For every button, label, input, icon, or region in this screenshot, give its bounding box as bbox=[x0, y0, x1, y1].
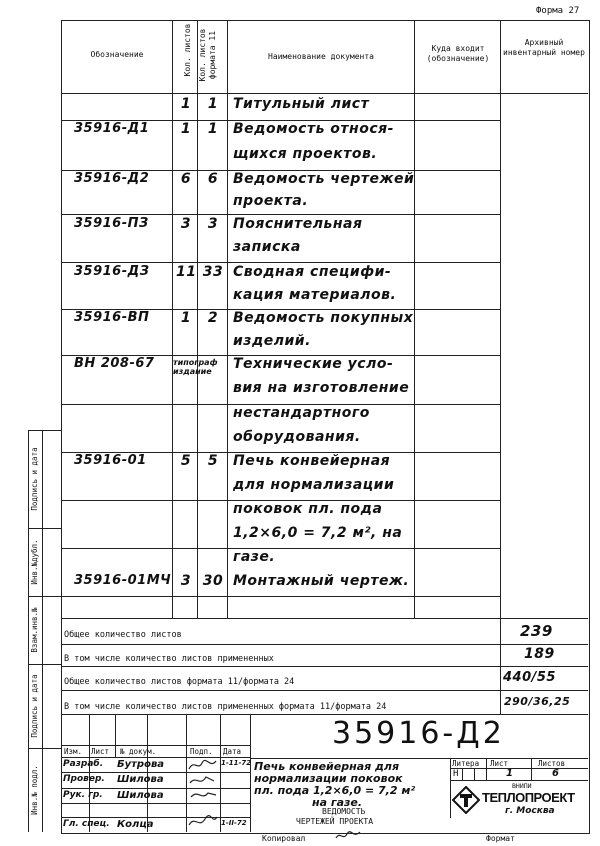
org-name: ТЕПЛОПРОЕКТ bbox=[482, 790, 575, 805]
total-label-0: Общее количество листов bbox=[64, 630, 182, 640]
row-name: щихся проектов. bbox=[233, 146, 378, 162]
row-format: 6 bbox=[207, 171, 219, 187]
row-code: ВН 208-67 bbox=[74, 356, 155, 371]
col-header-change: Изм. bbox=[64, 747, 83, 756]
row-name: для нормализации bbox=[233, 477, 395, 493]
row-format: 33 bbox=[202, 264, 224, 280]
header-format-count: Кол. листов формата 11 bbox=[198, 28, 217, 82]
sheets-value: 6 bbox=[552, 768, 559, 779]
side-label-1: Инв.№дубл. bbox=[30, 539, 39, 585]
person-role: Разраб. bbox=[63, 759, 104, 769]
title-line-0: Печь конвейерная для bbox=[254, 760, 400, 773]
person-name: Шилова bbox=[117, 774, 164, 785]
row-sheets: 11 bbox=[176, 264, 197, 280]
person-role: Провер. bbox=[63, 774, 105, 784]
row-name: Ведомость относя- bbox=[233, 121, 394, 137]
row-name: проекта. bbox=[233, 193, 309, 209]
row-sheets: 3 bbox=[180, 216, 192, 232]
row-code: 35916-ДЗ bbox=[74, 264, 150, 279]
row-name: записка bbox=[233, 239, 301, 255]
row-format: 5 bbox=[207, 453, 219, 469]
org-logo-icon bbox=[452, 786, 480, 814]
row-name: Печь конвейерная bbox=[233, 453, 391, 469]
col-header-signature: Подп. bbox=[190, 747, 213, 756]
title-line-1: нормализации поковок bbox=[254, 772, 403, 785]
row-name: 1,2×6,0 = 7,2 м², на bbox=[233, 525, 403, 541]
subtitle-line-1: ЧЕРТЕЖЕЙ ПРОЕКТА bbox=[296, 817, 374, 826]
org-city: г. Москва bbox=[505, 806, 555, 816]
person-date: 1-11-72 bbox=[221, 759, 252, 767]
person-role: Рук. гр. bbox=[63, 790, 103, 800]
person-date: 1-II-72 bbox=[221, 819, 247, 827]
form-label: Форма 27 bbox=[536, 6, 580, 16]
row-name: оборудования. bbox=[233, 429, 361, 445]
row-name: поковок пл. пода bbox=[233, 501, 383, 517]
sheets-label: Листов bbox=[538, 759, 566, 768]
litera-value: Н bbox=[453, 769, 459, 779]
row-name: изделий. bbox=[233, 333, 311, 349]
row-name: Монтажный чертеж. bbox=[233, 573, 410, 589]
copyist-signature bbox=[334, 829, 362, 843]
row-sheets: 5 bbox=[180, 453, 192, 469]
side-label-3: Подпись и дата bbox=[30, 674, 39, 738]
row-name: Технические усло- bbox=[233, 356, 394, 372]
row-code: 35916-Д2 bbox=[74, 171, 150, 186]
row-code: 35916-Д1 bbox=[74, 121, 150, 136]
row-name: вия на изготовление bbox=[233, 380, 410, 396]
row-name: Сводная специфи- bbox=[233, 264, 392, 280]
row-name: кация материалов. bbox=[233, 287, 397, 303]
row-sheets: 3 bbox=[180, 573, 192, 589]
row-name: газе. bbox=[233, 549, 276, 565]
side-label-0: Подпись и дата bbox=[30, 447, 39, 511]
row-sheets: 1 bbox=[180, 310, 192, 326]
row-format: 1 bbox=[207, 121, 219, 137]
row-name: Пояснительная bbox=[233, 216, 363, 232]
col-header-doc-no: № докум. bbox=[120, 747, 157, 756]
row-sheets: 1 bbox=[180, 121, 192, 137]
row-name: Титульный лист bbox=[233, 96, 370, 112]
signature-scribbles bbox=[186, 757, 220, 832]
total-value-0: 239 bbox=[520, 622, 553, 640]
col-header-date: Дата bbox=[223, 747, 242, 756]
total-label-3: В том числе количество листов примененных формата 11/формата 24 bbox=[64, 702, 387, 712]
side-label-2: Взам.инв.№ bbox=[30, 607, 39, 653]
total-value-1: 189 bbox=[524, 646, 555, 662]
row-format: 2 bbox=[207, 310, 219, 326]
row-name: Ведомость чертежей bbox=[233, 171, 415, 187]
subtitle-line-0: ВЕДОМОСТЬ bbox=[322, 807, 366, 816]
row-format: 30 bbox=[202, 573, 224, 589]
header-sheet-count: Кол. листов bbox=[183, 23, 192, 77]
row-format: 3 bbox=[207, 216, 219, 232]
col-header-sheet: Лист bbox=[91, 747, 110, 756]
header-where-included: Куда входит (обозначение) bbox=[426, 44, 490, 63]
title-line-2: пл. пода 1,2×6,0 = 7,2 м² bbox=[254, 784, 416, 797]
row-format: 1 bbox=[207, 96, 219, 112]
row-code: 35916-ПЗ bbox=[74, 216, 149, 231]
row-code: 35916-01МЧ bbox=[74, 573, 172, 588]
sheet-label: Лист bbox=[490, 759, 509, 768]
row-sheets: 1 bbox=[180, 96, 192, 112]
title-line-3: на газе. bbox=[312, 796, 363, 809]
row-name: нестандартного bbox=[233, 405, 370, 421]
sheet-value: 1 bbox=[506, 768, 513, 779]
format-label: Формат bbox=[486, 834, 515, 843]
person-name: Шилова bbox=[117, 790, 164, 801]
total-value-3: 290/36,25 bbox=[504, 695, 571, 708]
header-designation: Обозначение bbox=[90, 50, 144, 59]
total-label-1: В том числе количество листов примененных bbox=[64, 654, 274, 664]
total-value-2: 440/55 bbox=[503, 670, 556, 685]
person-name: Колца bbox=[117, 819, 154, 830]
total-label-2: Общее количество листов формата 11/формата 24 bbox=[64, 677, 295, 687]
row-code: 35916-01 bbox=[74, 453, 147, 468]
litera-label: Литера bbox=[452, 759, 480, 768]
header-archive-number: Архивный инвентарный номер bbox=[503, 38, 585, 57]
org-small: ВНИПИ bbox=[512, 782, 532, 790]
row-sheets: 6 bbox=[180, 171, 192, 187]
person-name: Бутрова bbox=[117, 759, 165, 770]
row-sheets: типограф издание bbox=[173, 358, 218, 376]
copied-label: Копировал bbox=[262, 834, 306, 843]
side-label-4: Инв.№ подл. bbox=[30, 765, 39, 815]
row-name: Ведомость покупных bbox=[233, 310, 414, 326]
person-role: Гл. спец. bbox=[63, 819, 110, 829]
doc-code: 35916-Д2 bbox=[332, 716, 505, 751]
row-code: 35916-ВП bbox=[74, 310, 150, 325]
header-doc-name: Наименование документа bbox=[268, 52, 374, 61]
